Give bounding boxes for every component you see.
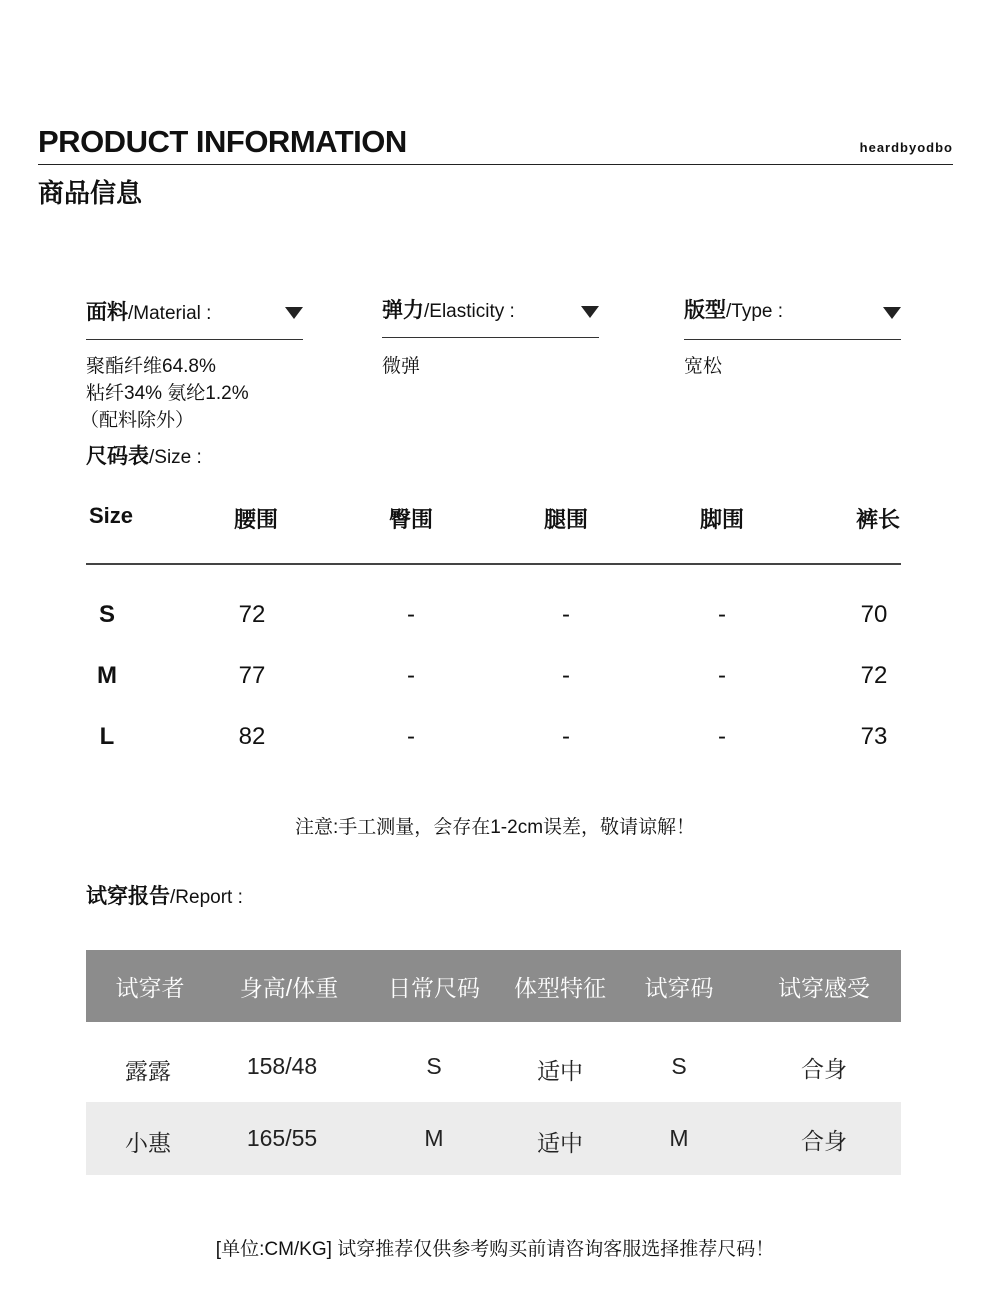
material-value-1: 聚酯纤维64.8% xyxy=(86,356,216,377)
elasticity-label-en: /Elasticity : xyxy=(424,301,515,322)
report-cell: S xyxy=(426,1053,442,1079)
size-cell: - xyxy=(718,601,726,628)
report-label-cn: 试穿报告 xyxy=(86,885,170,908)
type-label-cn: 版型 xyxy=(684,299,726,322)
elasticity-divider xyxy=(382,337,599,338)
size-col-hem: 脚围 xyxy=(699,507,745,532)
size-cell: - xyxy=(562,662,570,689)
type-heading xyxy=(684,294,783,322)
report-col-tried-size: 试穿码 xyxy=(644,975,714,1001)
size-cell: 77 xyxy=(238,662,266,689)
elasticity-heading xyxy=(382,294,515,322)
report-col-body-type: 体型特征 xyxy=(514,975,606,1001)
size-cell: - xyxy=(718,723,726,750)
report-cell: 158/48 xyxy=(246,1053,318,1079)
report-col-height-weight: 身高/体重 xyxy=(239,975,339,1001)
report-cell: M xyxy=(669,1125,689,1151)
title-divider xyxy=(38,164,953,165)
material-divider xyxy=(86,339,303,340)
size-cell: 70 xyxy=(860,601,888,628)
material-value-2: 粘纤34% 氨纶1.2% xyxy=(86,383,249,404)
size-label-cn: 尺码表 xyxy=(86,445,149,468)
size-cell: - xyxy=(718,662,726,689)
page-title-en: PRODUCT INFORMATION xyxy=(38,124,407,159)
size-cell: - xyxy=(407,723,415,750)
measurement-note: 注意:手工测量，会存在1-2cm误差，敬请谅解！ xyxy=(294,817,696,838)
size-col-hip: 臀围 xyxy=(388,507,434,532)
report-cell: 合身 xyxy=(801,1056,847,1082)
report-col-tester: 试穿者 xyxy=(115,975,185,1001)
report-label-en: /Report : xyxy=(170,887,243,908)
report-cell: 露露 xyxy=(125,1058,171,1084)
report-cell: S xyxy=(671,1053,687,1079)
type-label-en: /Type : xyxy=(726,301,784,322)
size-col-size: Size xyxy=(88,503,134,528)
size-cell: M xyxy=(97,662,117,689)
size-chart-heading xyxy=(86,440,202,470)
size-cell: 72 xyxy=(238,601,266,628)
size-col-waist: 腰围 xyxy=(233,507,279,532)
report-cell: 适中 xyxy=(537,1130,583,1156)
triangle-down-icon xyxy=(581,306,599,318)
report-col-feeling: 试穿感受 xyxy=(778,975,870,1001)
report-row-stripe xyxy=(86,1102,901,1175)
size-cell: L xyxy=(99,723,115,750)
report-cell: 适中 xyxy=(537,1058,583,1084)
size-cell: 82 xyxy=(238,723,266,750)
size-cell: - xyxy=(562,723,570,750)
triangle-down-icon xyxy=(883,307,901,319)
type-value: 宽松 xyxy=(684,356,723,377)
material-label-cn: 面料 xyxy=(86,301,128,324)
report-cell: M xyxy=(424,1125,444,1151)
report-col-usual-size: 日常尺码 xyxy=(388,975,480,1001)
size-col-length: 裤长 xyxy=(855,507,901,532)
report-cell: 165/55 xyxy=(246,1125,318,1151)
triangle-down-icon xyxy=(285,307,303,319)
page-title-cn: 商品信息 xyxy=(38,178,143,208)
size-cell: - xyxy=(562,601,570,628)
report-cell: 合身 xyxy=(801,1128,847,1154)
report-heading xyxy=(86,880,243,910)
footer-disclaimer: [单位:CM/KG] 试穿推荐仅供参考购买前请咨询客服选择推荐尺码！ xyxy=(215,1239,775,1260)
size-cell: S xyxy=(98,601,116,628)
material-heading xyxy=(86,296,211,324)
size-cell: 72 xyxy=(860,662,888,689)
report-cell: 小惠 xyxy=(125,1130,171,1156)
size-cell: - xyxy=(407,601,415,628)
size-cell: - xyxy=(407,662,415,689)
material-label-en: /Material : xyxy=(128,303,212,324)
size-chart-divider xyxy=(86,563,901,565)
elasticity-label-cn: 弹力 xyxy=(382,299,424,322)
size-cell: 73 xyxy=(860,723,888,750)
size-col-thigh: 腿围 xyxy=(543,507,589,532)
elasticity-value: 微弹 xyxy=(382,356,421,377)
size-label-en: /Size : xyxy=(149,447,202,468)
brand-logo-text: heardbyodbo xyxy=(859,140,953,155)
type-divider xyxy=(684,339,901,340)
material-value-3: （配料除外） xyxy=(80,410,195,431)
